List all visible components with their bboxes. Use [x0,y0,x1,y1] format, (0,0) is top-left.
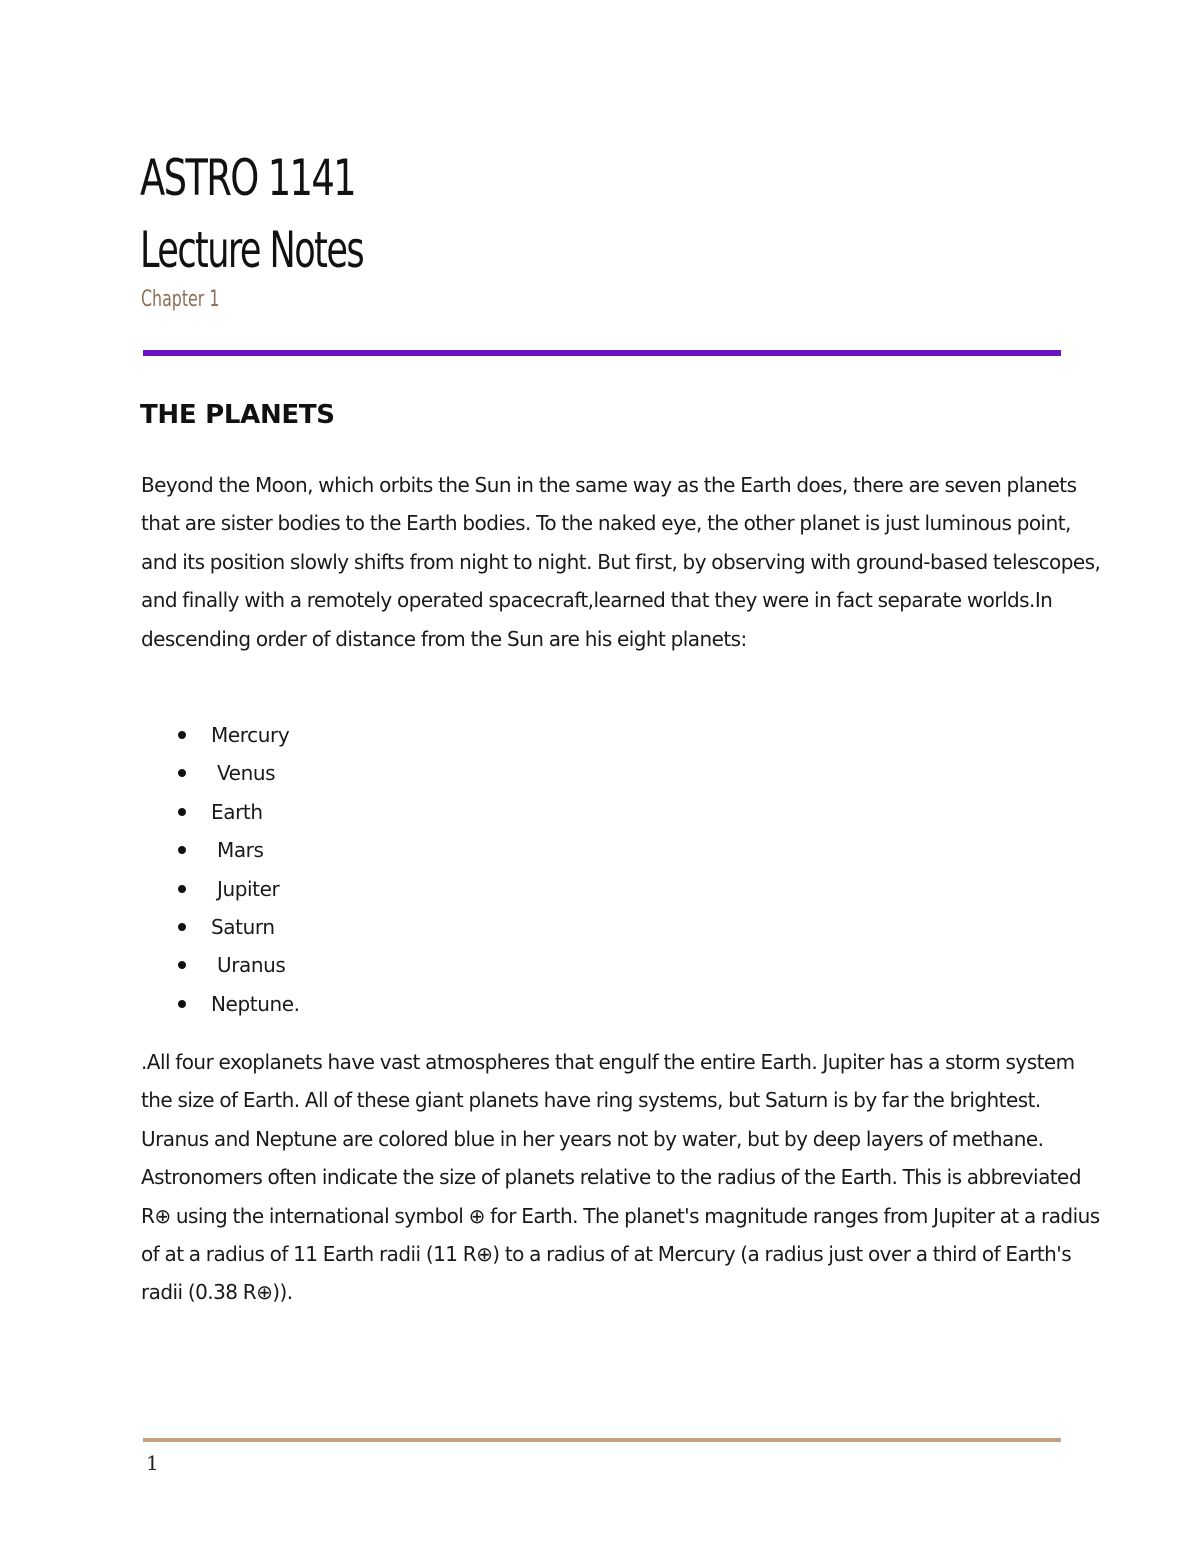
planet-name: Jupiter [211,876,280,901]
planet-name: Neptune. [211,991,300,1016]
planet-name: Venus [211,761,276,786]
planet-name: Earth [211,799,263,824]
bullet-icon [178,961,186,969]
planet-name: Uranus [211,953,286,978]
body-paragraph: .All four exoplanets have vast atmospheres that engulf the entire Earth. Jupiter has a storm system the size of Earth. All of these giant planets have ring systems, but Saturn is by far the brightest. Uranus and Neptune are colored blue in her years not by water, but by deep layers of methane. Astronomers often indicate the size of planets relative to the radius of the Earth. This is abbreviated R⊕ using the international symbol ⊕ for Earth. The planet's magnitude ranges from Jupiter at a radius of at a radius of 11 Earth radii (11 R⊕) to a radius of at Mercury (a radius just over a third of Earth's radii (0.38 R⊕)). [141,1050,1100,1305]
planet-name: Mars [211,838,264,863]
bullet-icon [178,731,186,739]
document-title: Lecture Notes [140,221,364,279]
bullet-icon [178,808,186,816]
page-number: 1 [146,1451,159,1475]
section-heading: THE PLANETS [140,400,335,430]
intro-paragraph: Beyond the Moon, which orbits the Sun in the same way as the Earth does, there are seven planets that are sister bodies to the Earth bodies. To the naked eye, the other planet is just luminous point, and its position slowly shifts from night to night. But first, by observing with ground-based telescopes, and finally with a remotely operated spacecraft,learned that they were in fact separate worlds.In descending order of distance from the Sun are his eight planets: [141,473,1101,651]
footer-divider [143,1438,1061,1442]
bullet-icon [178,846,186,854]
list-item [141,870,280,908]
bullet-icon [178,769,186,777]
planet-name: Mercury [211,723,290,747]
list-item [141,831,264,869]
list-item [141,793,263,831]
bullet-icon [178,885,186,893]
planet-name: Saturn [211,914,275,939]
list-item [141,754,276,792]
list-item [141,716,290,754]
header-divider [143,350,1061,356]
chapter-subtitle: Chapter 1 [141,287,220,312]
list-item [141,946,286,984]
course-title: ASTRO 1141 [140,149,355,207]
list-item [141,985,300,1023]
bullet-icon [178,1000,186,1008]
planet-list [141,716,300,1023]
bullet-icon [178,923,186,931]
list-item [141,908,275,946]
